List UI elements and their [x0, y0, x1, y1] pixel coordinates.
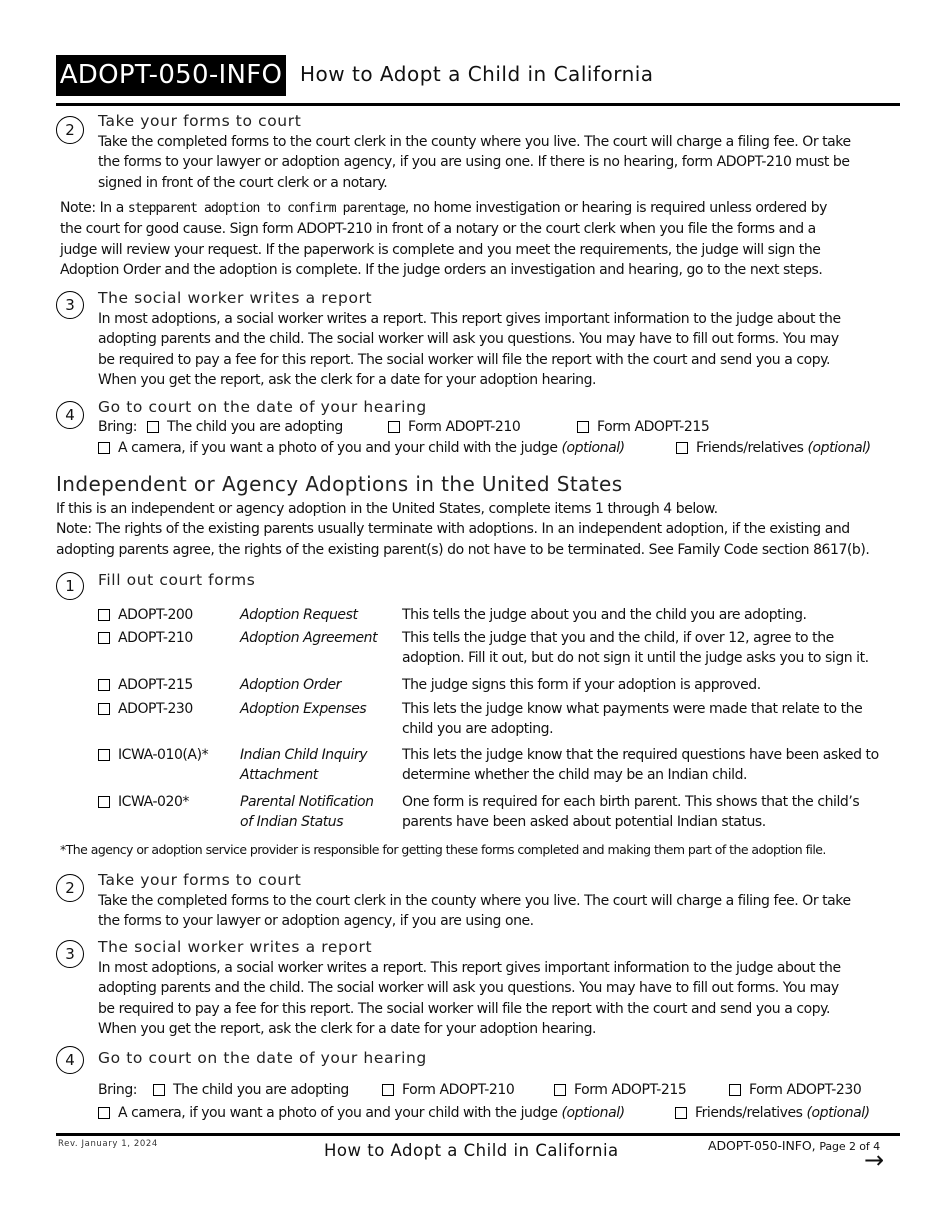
checkbox[interactable] [577, 421, 589, 433]
section-title: Independent or Agency Adoptions in the United States [56, 472, 623, 496]
section-intro: If this is an independent or agency adoption in the United States, complete items 1 through 4 below. Note: The rights of the existing parents usually terminate with adoptions. In an independent adoption, if the existing and adopting parents agree, the rights of the existing parent(s) do not have to be terminated. See Family Code section 8617(b). [56, 501, 870, 558]
header-rule [56, 103, 900, 106]
step-body: Take the completed forms to the court clerk in the county where you live. The court will charge a filing fee. Or take the forms to your lawyer or adoption agency, if you are using one. If there is no hearing, form ADOPT-210 must be signed in front of the court clerk or a notary. [98, 134, 851, 191]
step-title: Go to court on the date of your hearing [98, 1049, 427, 1067]
form-name: Adoption Order [240, 677, 341, 693]
checkbox[interactable] [729, 1084, 741, 1096]
form-name: Adoption Request [240, 607, 358, 623]
checkbox[interactable] [98, 749, 110, 761]
form-code: ADOPT-215 [98, 675, 193, 695]
bring-item: Form ADOPT-210 [388, 417, 520, 437]
checkbox[interactable] [676, 442, 688, 454]
step-number-1: 1 [56, 572, 84, 600]
form-desc: This lets the judge know what payments were made that relate to the child you are adopting. [402, 701, 863, 738]
step-number-2: 2 [56, 874, 84, 902]
bring-item: Form ADOPT-215 [577, 417, 709, 437]
bring-row: Bring: The child you are adopting [98, 419, 343, 435]
form-name: Indian Child Inquiry Attachment [240, 747, 368, 784]
header-title: How to Adopt a Child in California [300, 62, 654, 86]
step-title: Take your forms to court [98, 871, 302, 889]
step-number-4: 4 [56, 1046, 84, 1074]
step-number-4: 4 [56, 401, 84, 429]
checkbox[interactable] [98, 703, 110, 715]
step-title: Go to court on the date of your hearing [98, 398, 427, 416]
footer-page-info: ADOPT-050-INFO, Page 2 of 4 [708, 1138, 880, 1153]
bring-item: Form ADOPT-210 [382, 1080, 514, 1100]
checkbox[interactable] [98, 609, 110, 621]
bring-item: Friends/relatives (optional) [676, 438, 871, 458]
form-code: ICWA-020* [98, 792, 189, 812]
footnote: *The agency or adoption service provider is responsible for getting these forms completed and making them part of the adoption file. [60, 842, 826, 857]
step-body: In most adoptions, a social worker writes a report. This report gives important information to the judge about the adopting parents and the child. The social worker will ask you questions. You may have to fill out forms. You may be required to pay a fee for this report. The social worker will file the report with the court and send you a copy. When you get the report, ask the clerk for a date for your adoption hearing. [98, 960, 841, 1038]
step-title: Take your forms to court [98, 112, 302, 130]
bring-item: Friends/relatives (optional) [675, 1103, 870, 1123]
step-title: The social worker writes a report [98, 938, 373, 956]
checkbox[interactable] [147, 421, 159, 433]
step-title: The social worker writes a report [98, 289, 373, 307]
form-code: ADOPT-230 [98, 699, 193, 719]
form-desc: This lets the judge know that the required questions have been asked to determine whether the child may be an Indian child. [402, 747, 879, 784]
step-title: Fill out court forms [98, 571, 256, 589]
next-page-arrow-icon[interactable]: → [864, 1146, 885, 1174]
form-desc: One form is required for each birth parent. This shows that the child’s parents have been asked about potential Indian status. [402, 794, 860, 831]
revision-date: Rev. January 1, 2024 [58, 1139, 158, 1149]
step-number-3: 3 [56, 940, 84, 968]
checkbox[interactable] [98, 679, 110, 691]
checkbox[interactable] [153, 1084, 165, 1096]
stepparent-note: Note: In a stepparent adoption to confirm parentage, no home investigation or hearing is required unless ordered by the court for good cause. Sign form ADOPT-210 in front of a notary or the court clerk when you file the forms and a judge will review your request. If the paperwork is complete and you meet the requirements, the judge will sign the Adoption Order and the adoption is complete. If the judge orders an investigation and hearing, go to the next steps. [60, 200, 827, 279]
checkbox[interactable] [382, 1084, 394, 1096]
step-body: In most adoptions, a social worker writes a report. This report gives important information to the judge about the adopting parents and the child. The social worker will ask you questions. You may have to fill out forms. You may be required to pay a fee for this report. The social worker will file the report with the court and send you a copy. When you get the report, ask the clerk for a date for your adoption hearing. [98, 311, 841, 389]
bring-row: A camera, if you want a photo of you and your child with the judge (optional) [98, 438, 625, 458]
step-body: Take the completed forms to the court clerk in the county where you live. The court will charge a filing fee. Or take the forms to your lawyer or adoption agency, if you are using one. [98, 893, 851, 930]
checkbox[interactable] [675, 1107, 687, 1119]
footer-title: How to Adopt a Child in California [324, 1141, 619, 1160]
bring-row: A camera, if you want a photo of you and your child with the judge (optional) [98, 1103, 625, 1123]
form-desc: This tells the judge about you and the child you are adopting. [402, 607, 807, 623]
checkbox[interactable] [98, 632, 110, 644]
bring-item: Form ADOPT-215 [554, 1080, 686, 1100]
form-code: ADOPT-210 [98, 628, 193, 648]
form-code: ADOPT-200 [98, 605, 193, 625]
checkbox[interactable] [554, 1084, 566, 1096]
checkbox[interactable] [98, 1107, 110, 1119]
step-number-3: 3 [56, 291, 84, 319]
step-number-2: 2 [56, 116, 84, 144]
footer-rule [56, 1133, 900, 1136]
form-code: ICWA-010(A)* [98, 745, 208, 765]
form-name: Adoption Agreement [240, 630, 378, 646]
checkbox[interactable] [98, 442, 110, 454]
bring-item: Form ADOPT-230 [729, 1080, 861, 1100]
form-name: Parental Notification of Indian Status [240, 794, 374, 831]
checkbox[interactable] [98, 796, 110, 808]
form-desc: This tells the judge that you and the child, if over 12, agree to the adoption. Fill it out, but do not sign it until the judge asks you to sign it. [402, 630, 869, 667]
bring-row: Bring: The child you are adopting [98, 1082, 349, 1098]
form-name: Adoption Expenses [240, 701, 367, 717]
form-id-badge: ADOPT-050-INFO [56, 55, 286, 96]
form-desc: The judge signs this form if your adoption is approved. [402, 677, 761, 693]
checkbox[interactable] [388, 421, 400, 433]
